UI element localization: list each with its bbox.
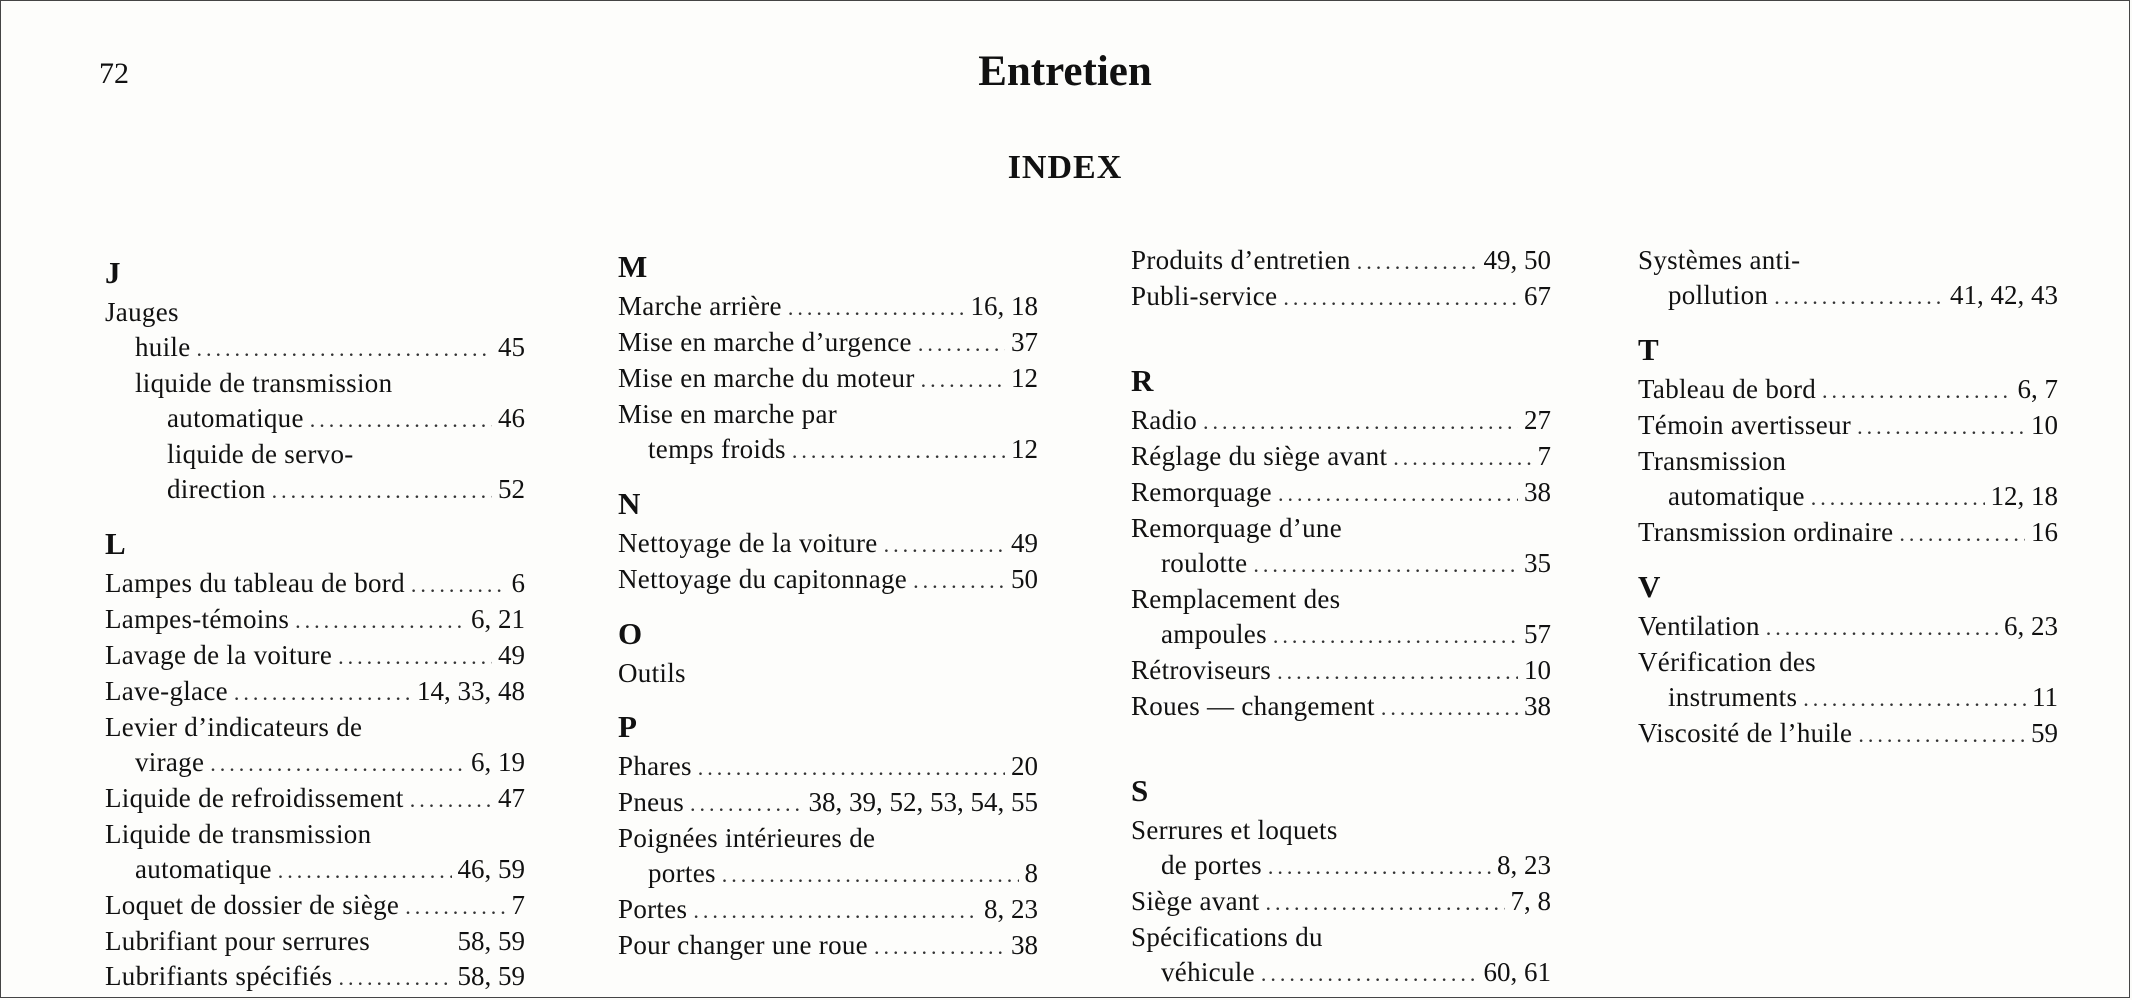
index-entry-line bbox=[1131, 582, 1551, 617]
index-entry bbox=[105, 781, 525, 817]
index-entry-line bbox=[105, 674, 525, 710]
index-section-letter: J bbox=[105, 255, 121, 290]
index-column-1 bbox=[105, 255, 525, 995]
dot-leader bbox=[913, 563, 1005, 598]
index-term: Serrures et loquets bbox=[1131, 815, 1338, 845]
index-page-refs: 38, 39, 52, 53, 54, 55 bbox=[808, 787, 1038, 817]
index-entry-line bbox=[1638, 408, 2058, 444]
index-entry bbox=[105, 888, 525, 924]
index-term: Lampes du tableau de bord bbox=[105, 568, 405, 598]
index-term: Mise en marche par bbox=[618, 399, 838, 429]
index-entry-line bbox=[1638, 444, 2058, 479]
index-page-refs: 12, 18 bbox=[1990, 481, 2058, 511]
index-entry-line bbox=[618, 892, 1038, 928]
index-entry-line bbox=[105, 959, 525, 995]
index-entry-line bbox=[618, 656, 1038, 691]
dot-leader bbox=[210, 746, 465, 781]
index-entry-line bbox=[1131, 920, 1551, 955]
index-section-letter: L bbox=[105, 526, 126, 561]
index-entry bbox=[1131, 243, 1551, 279]
index-page-refs: 20 bbox=[1011, 751, 1038, 781]
index-entry-line bbox=[105, 295, 525, 330]
dot-leader bbox=[1253, 547, 1518, 582]
index-entry-line bbox=[1131, 848, 1551, 884]
index-entry-line bbox=[618, 749, 1038, 785]
index-entry bbox=[1131, 403, 1551, 439]
dot-leader bbox=[1277, 654, 1518, 689]
index-term: Remorquage d’une bbox=[1131, 513, 1342, 543]
index-entry-line bbox=[1131, 243, 1551, 279]
index-entry-line bbox=[1638, 645, 2058, 680]
dot-leader bbox=[918, 326, 1005, 361]
index-entry-line bbox=[105, 817, 525, 852]
index-entry-line bbox=[105, 924, 525, 959]
index-term: Ventilation bbox=[1638, 611, 1760, 641]
index-entry-line bbox=[105, 638, 525, 674]
index-page-refs: 8 bbox=[1024, 858, 1038, 888]
index-entry-line bbox=[618, 289, 1038, 325]
index-entry-line bbox=[618, 856, 1038, 892]
index-entry bbox=[618, 361, 1038, 397]
index-term: Marche arrière bbox=[618, 291, 782, 321]
index-entry bbox=[1638, 609, 2058, 645]
index-page-refs: 46, 59 bbox=[457, 854, 525, 884]
index-page-refs: 60, 61 bbox=[1483, 957, 1551, 987]
index-page-refs: 7 bbox=[1537, 441, 1551, 471]
index-entry-line bbox=[1638, 609, 2058, 645]
index-entry-line bbox=[105, 366, 525, 401]
index-term: Pour changer une roue bbox=[618, 930, 868, 960]
index-page-refs: 10 bbox=[1524, 655, 1551, 685]
index-entry bbox=[105, 817, 525, 888]
index-entry-line bbox=[1131, 955, 1551, 991]
index-term: Pneus bbox=[618, 787, 685, 817]
index-entry-line bbox=[1131, 813, 1551, 848]
index-entry bbox=[618, 785, 1038, 821]
index-page-refs: 38 bbox=[1524, 691, 1551, 721]
index-term: automatique bbox=[167, 403, 304, 433]
index-term: Phares bbox=[618, 751, 692, 781]
index-page-refs: 8, 23 bbox=[984, 894, 1038, 924]
index-page-refs: 35 bbox=[1524, 548, 1551, 578]
index-section-letter: N bbox=[618, 486, 641, 521]
index-entry-line bbox=[618, 526, 1038, 562]
index-term: automatique bbox=[135, 854, 272, 884]
index-entry-line bbox=[618, 361, 1038, 397]
dot-leader bbox=[1278, 476, 1518, 511]
dot-leader bbox=[1899, 516, 2025, 551]
index-entry bbox=[1131, 582, 1551, 653]
index-entry bbox=[618, 526, 1038, 562]
index-term: Viscosité de l’huile bbox=[1638, 718, 1853, 748]
index-page-refs: 59 bbox=[2031, 718, 2058, 748]
index-entry-line bbox=[1638, 680, 2058, 716]
index-entry bbox=[105, 437, 525, 508]
dot-leader bbox=[874, 929, 1005, 964]
dot-leader bbox=[405, 889, 505, 924]
index-page-refs: 7, 8 bbox=[1510, 886, 1551, 916]
dot-leader bbox=[921, 362, 1005, 397]
index-entry-line bbox=[105, 401, 525, 437]
dot-leader bbox=[234, 675, 411, 710]
dot-leader bbox=[278, 853, 452, 888]
index-entry bbox=[618, 397, 1038, 468]
dot-leader bbox=[1266, 885, 1505, 920]
index-entry-line bbox=[618, 562, 1038, 598]
index-entry bbox=[105, 366, 525, 437]
index-term: huile bbox=[135, 332, 191, 362]
index-entry-line bbox=[618, 325, 1038, 361]
dot-leader bbox=[698, 750, 1005, 785]
index-term: Lampes-témoins bbox=[105, 604, 290, 634]
index-page-refs: 10 bbox=[2031, 410, 2058, 440]
dot-leader bbox=[1261, 956, 1478, 991]
dot-leader bbox=[310, 402, 492, 437]
index-entry-line bbox=[105, 602, 525, 638]
index-entry-line bbox=[105, 330, 525, 366]
index-entry-line bbox=[1638, 372, 2058, 408]
index-term: liquide de transmission bbox=[135, 368, 393, 398]
index-entry bbox=[618, 892, 1038, 928]
index-entry bbox=[618, 821, 1038, 892]
index-page-refs: 8, 23 bbox=[1497, 850, 1551, 880]
index-entry bbox=[1638, 372, 2058, 408]
index-term: Produits d’entretien bbox=[1131, 245, 1351, 275]
index-term: Rétroviseurs bbox=[1131, 655, 1272, 685]
index-entry-line bbox=[1131, 689, 1551, 725]
dot-leader bbox=[338, 639, 492, 674]
index-page-refs: 16 bbox=[2031, 517, 2058, 547]
dot-leader bbox=[272, 473, 492, 508]
index-section-letter: T bbox=[1638, 332, 1659, 367]
index-term: portes bbox=[648, 858, 716, 888]
index-term: Spécifications du bbox=[1131, 922, 1323, 952]
dot-leader bbox=[1268, 849, 1491, 884]
index-term: pollution bbox=[1668, 280, 1769, 310]
index-entry bbox=[105, 602, 525, 638]
section-gap bbox=[1131, 725, 1551, 755]
index-entry-line bbox=[1131, 546, 1551, 582]
index-page-refs: 16, 18 bbox=[970, 291, 1038, 321]
index-entry bbox=[1131, 689, 1551, 725]
index-term: Nettoyage du capitonnage bbox=[618, 564, 908, 594]
index-entry-line bbox=[618, 785, 1038, 821]
index-term: Remorquage bbox=[1131, 477, 1272, 507]
dot-leader bbox=[788, 290, 965, 325]
index-section-letter: S bbox=[1131, 773, 1149, 808]
index-term: direction bbox=[167, 474, 266, 504]
index-section-letter: M bbox=[618, 249, 648, 284]
index-page-refs: 45 bbox=[498, 332, 525, 362]
index-entry bbox=[618, 325, 1038, 361]
dot-leader bbox=[1273, 618, 1518, 653]
index-entry bbox=[1638, 444, 2058, 515]
index-term: Transmission bbox=[1638, 446, 1787, 476]
index-page-refs: 6, 21 bbox=[471, 604, 525, 634]
index-entry-line bbox=[1131, 511, 1551, 546]
index-entry bbox=[105, 924, 525, 959]
index-entry bbox=[1638, 645, 2058, 716]
page-number: 72 bbox=[99, 57, 129, 90]
index-term: Roues — changement bbox=[1131, 691, 1375, 721]
index-page-refs: 6, 19 bbox=[471, 747, 525, 777]
dot-leader bbox=[1811, 480, 1985, 515]
index-page-refs: 46 bbox=[498, 403, 525, 433]
dot-leader bbox=[1357, 244, 1478, 279]
index-page-refs: 14, 33, 48 bbox=[417, 676, 525, 706]
index-entry bbox=[1131, 439, 1551, 475]
index-section-letter: V bbox=[1638, 569, 1661, 604]
index-column-4 bbox=[1638, 243, 2058, 752]
index-page-refs: 37 bbox=[1011, 327, 1038, 357]
index-entry bbox=[105, 710, 525, 781]
dot-leader bbox=[1774, 279, 1944, 314]
index-entry bbox=[618, 749, 1038, 785]
index-entry-line bbox=[105, 566, 525, 602]
index-entry bbox=[1131, 884, 1551, 920]
index-entry bbox=[1638, 515, 2058, 551]
index-page-refs: 6, 7 bbox=[2017, 374, 2058, 404]
dot-leader bbox=[411, 567, 506, 602]
dot-leader bbox=[884, 527, 1005, 562]
index-entry-line bbox=[618, 432, 1038, 468]
index-entry bbox=[1131, 279, 1551, 315]
index-term: Témoin avertisseur bbox=[1638, 410, 1852, 440]
dot-leader bbox=[1393, 440, 1531, 475]
index-term: Jauges bbox=[105, 297, 179, 327]
index-entry bbox=[618, 289, 1038, 325]
index-term: Radio bbox=[1131, 405, 1197, 435]
index-entry-line bbox=[1131, 403, 1551, 439]
index-page-refs: 50 bbox=[1011, 564, 1038, 594]
dot-leader bbox=[1857, 409, 2025, 444]
index-page-refs: 38 bbox=[1524, 477, 1551, 507]
index-term: liquide de servo- bbox=[167, 439, 354, 469]
index-term: Siège avant bbox=[1131, 886, 1260, 916]
dot-leader bbox=[295, 603, 465, 638]
index-section-letter: P bbox=[618, 709, 637, 744]
index-page-refs: 49 bbox=[498, 640, 525, 670]
index-entry bbox=[1131, 920, 1551, 991]
dot-leader bbox=[1803, 681, 2026, 716]
dot-leader bbox=[197, 331, 493, 366]
index-term: Réglage du siège avant bbox=[1131, 441, 1388, 471]
index-entry bbox=[1131, 653, 1551, 689]
index-heading: INDEX bbox=[1007, 149, 1123, 186]
dot-leader bbox=[338, 960, 451, 995]
index-entry-line bbox=[1131, 653, 1551, 689]
index-entry bbox=[1131, 475, 1551, 511]
index-entry-line bbox=[1638, 278, 2058, 314]
index-term: Outils bbox=[618, 658, 686, 688]
index-page-refs: 27 bbox=[1524, 405, 1551, 435]
index-entry bbox=[105, 674, 525, 710]
index-page-refs: 7 bbox=[511, 890, 525, 920]
index-entry-line bbox=[105, 852, 525, 888]
index-entry bbox=[105, 638, 525, 674]
index-entry bbox=[618, 562, 1038, 598]
index-page-refs: 12 bbox=[1011, 434, 1038, 464]
index-term: Levier d’indicateurs de bbox=[105, 712, 363, 742]
index-page-refs: 6 bbox=[511, 568, 525, 598]
index-term: Lavage de la voiture bbox=[105, 640, 333, 670]
dot-leader bbox=[1283, 280, 1518, 315]
index-term: virage bbox=[135, 747, 205, 777]
index-entry bbox=[1131, 511, 1551, 582]
index-entry-line bbox=[618, 397, 1038, 432]
index-page-refs: 11 bbox=[2032, 682, 2058, 712]
index-page-refs: 47 bbox=[498, 783, 525, 813]
index-entry-line bbox=[1131, 439, 1551, 475]
index-page-refs: 41, 42, 43 bbox=[1950, 280, 2058, 310]
index-entry-line bbox=[1638, 515, 2058, 551]
index-entry bbox=[105, 566, 525, 602]
index-entry bbox=[618, 656, 1038, 691]
index-entry-line bbox=[105, 437, 525, 472]
index-page-refs: 58, 59 bbox=[457, 926, 525, 956]
index-entry-line bbox=[105, 745, 525, 781]
index-page-refs: 58, 59 bbox=[457, 961, 525, 991]
index-term: Lave-glace bbox=[105, 676, 228, 706]
index-entry-line bbox=[105, 710, 525, 745]
index-entry-line bbox=[1131, 279, 1551, 315]
index-page-refs: 52 bbox=[498, 474, 525, 504]
index-term: Loquet de dossier de siège bbox=[105, 890, 400, 920]
index-entry-line bbox=[618, 821, 1038, 856]
dot-leader bbox=[690, 786, 802, 821]
index-term: Mise en marche du moteur bbox=[618, 363, 915, 393]
dot-leader bbox=[1381, 690, 1518, 725]
index-term: de portes bbox=[1161, 850, 1262, 880]
index-page-refs: 57 bbox=[1524, 619, 1551, 649]
index-term: Lubrifiant pour serrures bbox=[105, 926, 371, 956]
index-term: Remplacement des bbox=[1131, 584, 1341, 614]
index-entry-line bbox=[1131, 884, 1551, 920]
index-term: instruments bbox=[1668, 682, 1798, 712]
dot-leader bbox=[410, 782, 492, 817]
index-page-refs: 67 bbox=[1524, 281, 1551, 311]
index-term: Liquide de transmission bbox=[105, 819, 372, 849]
index-entry-line bbox=[105, 888, 525, 924]
index-entry bbox=[105, 330, 525, 366]
index-entry bbox=[105, 295, 525, 330]
dot-leader bbox=[693, 893, 978, 928]
index-page-refs: 38 bbox=[1011, 930, 1038, 960]
index-page-refs: 12 bbox=[1011, 363, 1038, 393]
dot-leader bbox=[792, 433, 1005, 468]
index-term: Portes bbox=[618, 894, 688, 924]
index-entry-line bbox=[105, 781, 525, 817]
index-section-letter: O bbox=[618, 616, 643, 651]
index-term: Transmission ordinaire bbox=[1638, 517, 1894, 547]
index-entry-line bbox=[1638, 716, 2058, 752]
index-entry-line bbox=[1638, 479, 2058, 515]
index-term: Nettoyage de la voiture bbox=[618, 528, 878, 558]
index-entry bbox=[1638, 408, 2058, 444]
index-term: Systèmes anti- bbox=[1638, 245, 1801, 275]
index-term: Tableau de bord bbox=[1638, 374, 1817, 404]
index-term: ampoules bbox=[1161, 619, 1267, 649]
index-term: temps froids bbox=[648, 434, 786, 464]
index-term: Poignées intérieures de bbox=[618, 823, 876, 853]
chapter-title: Entretien bbox=[978, 48, 1152, 95]
index-entry bbox=[1638, 243, 2058, 314]
dot-leader bbox=[1822, 373, 2011, 408]
section-gap bbox=[1131, 315, 1551, 345]
index-page-refs: 49, 50 bbox=[1483, 245, 1551, 275]
index-entry-line bbox=[1131, 475, 1551, 511]
index-term: roulotte bbox=[1161, 548, 1248, 578]
index-term: automatique bbox=[1668, 481, 1805, 511]
index-column-2 bbox=[618, 249, 1038, 964]
index-page-refs: 6, 23 bbox=[2004, 611, 2058, 641]
index-entry bbox=[618, 928, 1038, 964]
index-page-refs: 49 bbox=[1011, 528, 1038, 558]
dot-leader bbox=[1858, 717, 2025, 752]
index-section-letter: R bbox=[1131, 363, 1154, 398]
index-term: Vérification des bbox=[1638, 647, 1816, 677]
index-entry-line bbox=[1131, 617, 1551, 653]
index-term: Publi-service bbox=[1131, 281, 1278, 311]
index-term: Liquide de refroidissement bbox=[105, 783, 404, 813]
index-entry bbox=[1638, 716, 2058, 752]
index-entry bbox=[105, 959, 525, 995]
index-column-3 bbox=[1131, 243, 1551, 991]
index-term: Lubrifiants spécifiés bbox=[105, 961, 333, 991]
index-term: Mise en marche d’urgence bbox=[618, 327, 912, 357]
dot-leader bbox=[722, 857, 1019, 892]
dot-leader bbox=[1203, 404, 1518, 439]
dot-leader bbox=[1766, 610, 1998, 645]
index-entry-line bbox=[618, 928, 1038, 964]
index-entry-line bbox=[105, 472, 525, 508]
index-term: véhicule bbox=[1161, 957, 1255, 987]
index-entry-line bbox=[1638, 243, 2058, 278]
index-entry bbox=[1131, 813, 1551, 884]
